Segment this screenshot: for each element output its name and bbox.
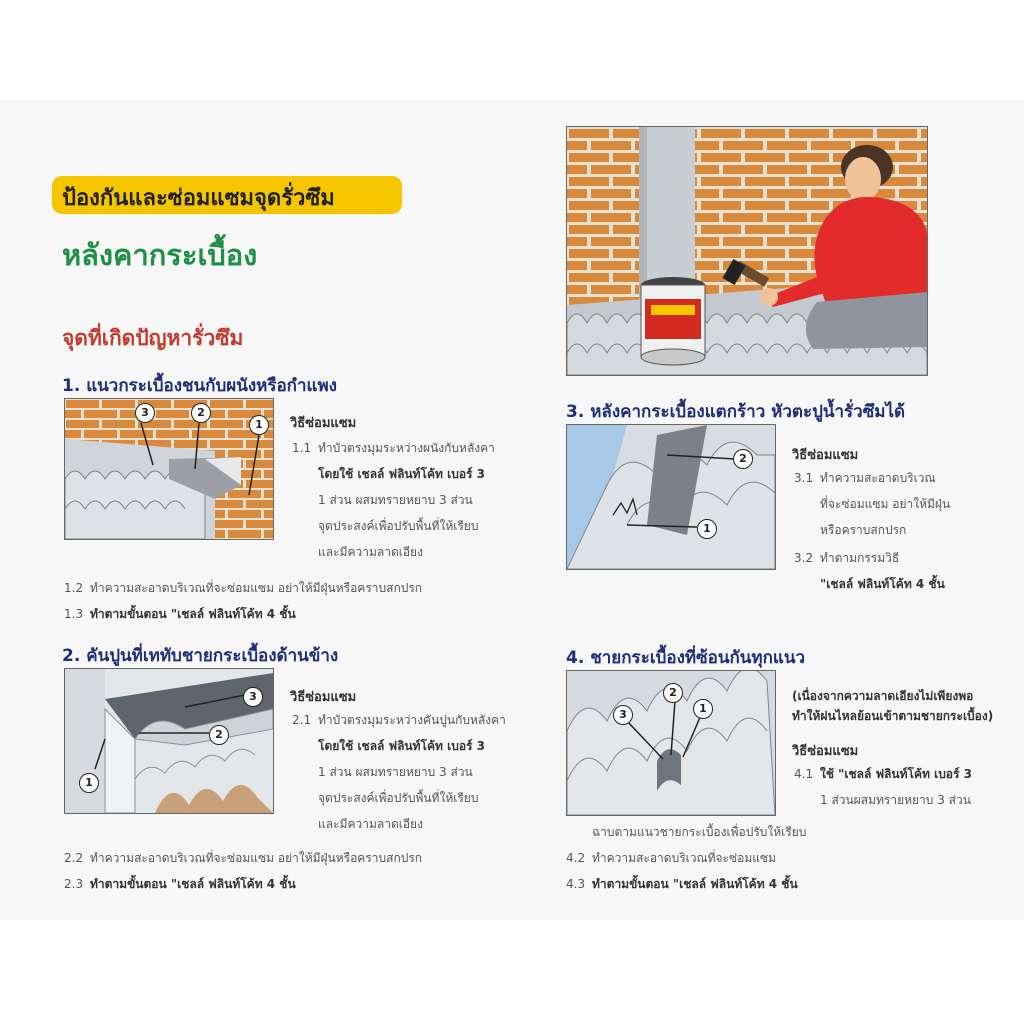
section-2-title <box>62 642 338 669</box>
note-line: ทำให้ฝนไหลย้อนเข้าตามชายกระเบื้อง) <box>792 709 994 723</box>
step-line: ใช้ "เชลล์ ฟลินท์โค้ท เบอร์ 3 <box>820 767 972 781</box>
section-2-method-label: วิธีซ่อมแซม <box>290 690 357 705</box>
step-line: "เชลล์ ฟลินท์โค้ท 4 ชั้น <box>820 577 945 591</box>
step-line: จุดประสงค์เพื่อปรับพื้นที่ให้เรียบ <box>318 519 479 533</box>
callout-3: 3 <box>613 705 633 725</box>
step-line: 1 ส่วนผสมทรายหยาบ 3 ส่วน <box>820 793 971 807</box>
section-3-illustration <box>566 424 776 570</box>
section-4-note <box>792 688 993 724</box>
callout-2: 2 <box>663 683 683 703</box>
step-number: 2.1 <box>292 713 312 727</box>
step-line: ฉาบตามแนวชายกระเบื้องเพื่อปรับให้เรียบ <box>592 825 807 839</box>
step-line: ทำบัวตรงมุมระหว่างคันปูนกับหลังคา <box>318 713 506 727</box>
callout-1: 1 <box>693 699 713 719</box>
step-line: และมีความลาดเอียง <box>318 817 423 831</box>
section-1-step-3 <box>64 606 296 622</box>
step-line: ทำความสะอาดบริเวณที่จะซ่อมแซม อย่าให้มีฝุ่นหรือคราบสกปรก <box>90 581 423 595</box>
section-4-step-3 <box>566 876 798 892</box>
section-3-heading: หลังคากระเบื้องแตกร้าว หัวตะปูน้ำรั่วซึมได้ <box>590 402 906 422</box>
section-3-number: 3. <box>566 402 585 422</box>
section-3-title <box>566 398 905 425</box>
step-line: ทำตามขั้นตอน "เชลล์ ฟลินท์โค้ท 4 ชั้น <box>90 607 296 621</box>
section-1-step-1 <box>292 440 495 560</box>
title-badge <box>52 176 402 214</box>
step-line: และมีความลาดเอียง <box>318 545 423 559</box>
callout-1: 1 <box>697 519 717 539</box>
step-number: 2.3 <box>64 877 84 891</box>
step-number: 1.1 <box>292 441 312 455</box>
callout-2: 2 <box>191 403 211 423</box>
callout-3: 3 <box>135 403 155 423</box>
step-number: 4.1 <box>794 767 814 781</box>
section-4-heading: ชายกระเบื้องที่ซ้อนกันทุกแนว <box>590 648 806 668</box>
note-line: (เนื่องจากความลาดเอียงไม่เพียงพอ <box>792 689 974 703</box>
step-line: ทำความสะอาดบริเวณที่จะซ่อมแซม <box>592 851 777 865</box>
section-2-step-2 <box>64 850 422 866</box>
section-3-step-2 <box>794 550 945 592</box>
step-line: ทำความสะอาดบริเวณที่จะซ่อมแซม อย่าให้มีฝุ่นหรือคราบสกปรก <box>90 851 423 865</box>
step-line: หรือคราบสกปรก <box>820 523 907 537</box>
step-number: 2.2 <box>64 851 84 865</box>
step-number: 3.2 <box>794 551 814 565</box>
section-1-title <box>62 372 337 399</box>
step-line: ทำตามขั้นตอน "เชลล์ ฟลินท์โค้ท 4 ชั้น <box>592 877 798 891</box>
section-1-illustration <box>64 398 274 540</box>
step-number: 4.3 <box>566 877 586 891</box>
page-subtitle: หลังคากระเบื้อง <box>62 238 258 272</box>
step-line: ทำบัวตรงมุมระหว่างผนังกับหลังคา <box>318 441 495 455</box>
section-4-step-1 <box>794 766 972 808</box>
hero-illustration <box>566 126 928 376</box>
section-4-method-label: วิธีซ่อมแซม <box>792 744 859 759</box>
callout-2: 2 <box>209 725 229 745</box>
step-line: โดยใช้ เชลล์ ฟลินท์โค้ท เบอร์ 3 <box>318 739 486 753</box>
section-4-step-2 <box>566 850 776 866</box>
callout-2: 2 <box>733 449 753 469</box>
callout-1: 1 <box>79 773 99 793</box>
section-3-method-label: วิธีซ่อมแซม <box>792 448 859 463</box>
step-line: ทำความสะอาดบริเวณ <box>820 471 936 485</box>
step-line: ทำตามขั้นตอน "เชลล์ ฟลินท์โค้ท 4 ชั้น <box>90 877 296 891</box>
section-4-illustration <box>566 670 776 816</box>
step-number: 3.1 <box>794 471 814 485</box>
step-number: 1.3 <box>64 607 84 621</box>
paint-can-icon <box>641 277 705 365</box>
section-2-number: 2. <box>62 646 81 666</box>
section-2-step-3 <box>64 876 296 892</box>
section-1-heading: แนวกระเบื้องชนกับผนังหรือกำแพง <box>86 376 337 396</box>
step-line: ที่จะซ่อมแซม อย่าให้มีฝุ่น <box>820 497 951 511</box>
step-line: 1 ส่วน ผสมทรายหยาบ 3 ส่วน <box>318 765 473 779</box>
section-4-title <box>566 644 805 671</box>
step-number: 1.2 <box>64 581 84 595</box>
callout-3: 3 <box>243 687 263 707</box>
section-1-number: 1. <box>62 376 81 396</box>
section-2-heading: คันปูนที่เททับชายกระเบื้องด้านข้าง <box>86 646 339 666</box>
badge-title: ป้องกันและซ่อมแซมจุดรั่วซึม <box>62 186 335 211</box>
section-3-step-1 <box>794 470 950 538</box>
section-2-step-1 <box>292 712 506 832</box>
step-line: จุดประสงค์เพื่อปรับพื้นที่ให้เรียบ <box>318 791 479 805</box>
step-line: ทำตามกรรมวิธี <box>820 551 900 565</box>
problem-heading: จุดที่เกิดปัญหารั่วซึม <box>62 326 244 350</box>
section-4-number: 4. <box>566 648 585 668</box>
step-line: 1 ส่วน ผสมทรายหยาบ 3 ส่วน <box>318 493 473 507</box>
step-line: โดยใช้ เชลล์ ฟลินท์โค้ท เบอร์ 3 <box>318 467 486 481</box>
callout-1: 1 <box>249 415 269 435</box>
section-1-step-2 <box>64 580 422 596</box>
section-1-method-label: วิธีซ่อมแซม <box>290 416 357 431</box>
section-2-illustration <box>64 668 274 814</box>
step-number: 4.2 <box>566 851 586 865</box>
